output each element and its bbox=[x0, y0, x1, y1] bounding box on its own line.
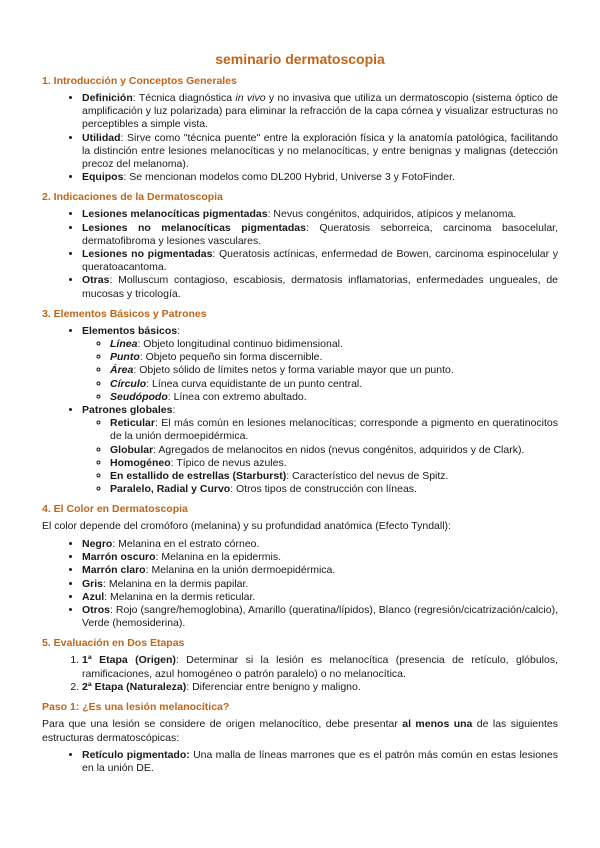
bullet-list bbox=[42, 325, 558, 497]
list-item: 2. 2ª Etapa (Naturaleza): Diferenciar entre benigno y maligno. bbox=[82, 681, 558, 694]
list-item: • Azul: Melanina en la dermis reticular. bbox=[82, 591, 558, 604]
section-indications bbox=[42, 190, 558, 300]
list-item: • Lesiones no pigmentadas: Queratosis actínicas, enfermedad de Bowen, carcinoma espinocelular y queratoacantoma. bbox=[82, 248, 558, 274]
section-heading: 5. Evaluación en Dos Etapas bbox=[42, 637, 185, 650]
section-heading: 4. El Color en Dermatoscopia bbox=[42, 503, 188, 516]
list-item: • Negro: Melanina en el estrato córneo. bbox=[82, 538, 558, 551]
bullet-list bbox=[42, 538, 558, 630]
sub-list-item: ◦ Reticular: El más común en lesiones melanocíticas; corresponde a pigmento en queratinocitos de la unión dermoepidérmica. bbox=[110, 417, 558, 443]
list-item: 1. 1ª Etapa (Origen): Determinar si la lesión es melanocítica (presencia de retículo, glóbulos, ramificaciones, azul homogéneo o patrón paralelo) o no melanocítica. bbox=[82, 654, 558, 680]
sub-list-item: ◦ Seudópodo: Línea con extremo abultado. bbox=[110, 391, 558, 404]
list-item: • Marrón claro: Melanina en la unión dermoepidérmica. bbox=[82, 564, 558, 577]
list-item: • Gris: Melanina en la dermis papilar. bbox=[82, 578, 558, 591]
list-item: • Equipos: Se mencionan modelos como DL200 Hybrid, Universe 3 y FotoFinder. bbox=[82, 171, 558, 184]
section-introduction bbox=[42, 74, 558, 184]
subsection-intro: Para que una lesión se considere de origen melanocítico, debe presentar al menos una de las siguientes estructuras dermatoscópicas: bbox=[42, 718, 558, 744]
bullet-list bbox=[42, 208, 558, 300]
sub-list-item: ◦ En estallido de estrellas (Starburst): Característico del nevus de Spitz. bbox=[110, 470, 558, 483]
section-color bbox=[42, 502, 558, 630]
bullet-list bbox=[42, 92, 558, 184]
section-elements-patterns bbox=[42, 307, 558, 497]
section-two-stage-evaluation bbox=[42, 636, 558, 694]
list-item: • Definición: Técnica diagnóstica in vivo y no invasiva que utiliza un dermatoscopio (sistema óptico de amplificación y luz polarizada) para eliminar la refracción de la capa córnea y visualizar estructuras no perceptibles a simple vista. bbox=[82, 92, 558, 132]
section-intro: El color depende del cromóforo (melanina) y su profundidad anatómica (Efecto Tyndall): bbox=[42, 520, 451, 533]
sub-list-item: ◦ Punto: Objeto pequeño sin forma discernible. bbox=[110, 351, 558, 364]
list-item: • Lesiones no melanocíticas pigmentadas: Queratosis seborreica, carcinoma basocelular, dermatofibroma y lesiones vasculares. bbox=[82, 222, 558, 248]
numbered-list bbox=[42, 654, 558, 694]
subsection-heading: Paso 1: ¿Es una lesión melanocítica? bbox=[42, 701, 230, 714]
section-step-1 bbox=[42, 700, 558, 775]
list-item: • Elementos básicos: ◦ Línea: Objeto longitudinal continuo bidimensional. ◦ Punto: Objeto pequeño sin forma discernible. ◦ Área: Objeto sólido de límites netos y forma variable mayor que un punto. ◦ Círculo: Línea curva equidistante de un punto central. ◦ Seudópodo: Línea con extremo abultado. bbox=[82, 325, 558, 404]
sub-list-item: ◦ Área: Objeto sólido de límites netos y forma variable mayor que un punto. bbox=[110, 364, 558, 377]
sub-list-item: ◦ Círculo: Línea curva equidistante de un punto central. bbox=[110, 378, 558, 391]
section-heading: 3. Elementos Básicos y Patrones bbox=[42, 307, 207, 320]
section-heading: 1. Introducción y Conceptos Generales bbox=[42, 75, 237, 87]
sub-list bbox=[82, 417, 558, 496]
list-item: • Lesiones melanocíticas pigmentadas: Nevus congénitos, adquiridos, atípicos y melanoma. bbox=[82, 208, 558, 221]
sub-list-item: ◦ Paralelo, Radial y Curvo: Otros tipos de construcción con líneas. bbox=[110, 483, 558, 496]
list-item: • Otros: Rojo (sangre/hemoglobina), Amarillo (queratina/lípidos), Blanco (regresión/cicatrización/calcio), Verde (hemosiderina). bbox=[82, 604, 558, 630]
sub-list bbox=[82, 338, 558, 404]
list-item: • Retículo pigmentado: Una malla de líneas marrones que es el patrón más común en estas lesiones en la unión DE. bbox=[82, 749, 558, 775]
list-item: • Marrón oscuro: Melanina en la epidermis. bbox=[82, 551, 558, 564]
sub-list-item: ◦ Homogéneo: Típico de nevus azules. bbox=[110, 457, 558, 470]
list-item: • Utilidad: Sirve como "técnica puente" entre la exploración física y la anatomía patológica, facilitando la distinción entre lesiones melanocíticas y no melanocíticas, y entre benignas y malignas (detección precoz del melanoma). bbox=[82, 132, 558, 172]
bullet-list bbox=[42, 749, 558, 775]
list-item: • Otras: Molluscum contagioso, escabiosis, dermatosis inflamatorias, enfermedades ungueales, de mucosas y tricología. bbox=[82, 274, 558, 300]
list-item: • Patrones globales: ◦ Reticular: El más común en lesiones melanocíticas; corresponde a pigmento en queratinocitos de la unión dermoepidérmica. ◦ Globular: Agregados de melanocitos en nidos (nevus congénitos, adquiridos y de Clark). ◦ Homogéneo: Típico de nevus azules. ◦ En estallido de estrellas (Starburst): Característico del nevus de Spitz. ◦ Paralelo, Radial y Curvo: Otros tipos de construcción con líneas. bbox=[82, 404, 558, 496]
section-heading: 2. Indicaciones de la Dermatoscopia bbox=[42, 191, 223, 204]
sub-list-item: ◦ Línea: Objeto longitudinal continuo bidimensional. bbox=[110, 338, 558, 351]
document-title: seminario dermatoscopia bbox=[215, 51, 385, 67]
sub-list-item: ◦ Globular: Agregados de melanocitos en nidos (nevus congénitos, adquiridos y de Clark). bbox=[110, 444, 558, 457]
